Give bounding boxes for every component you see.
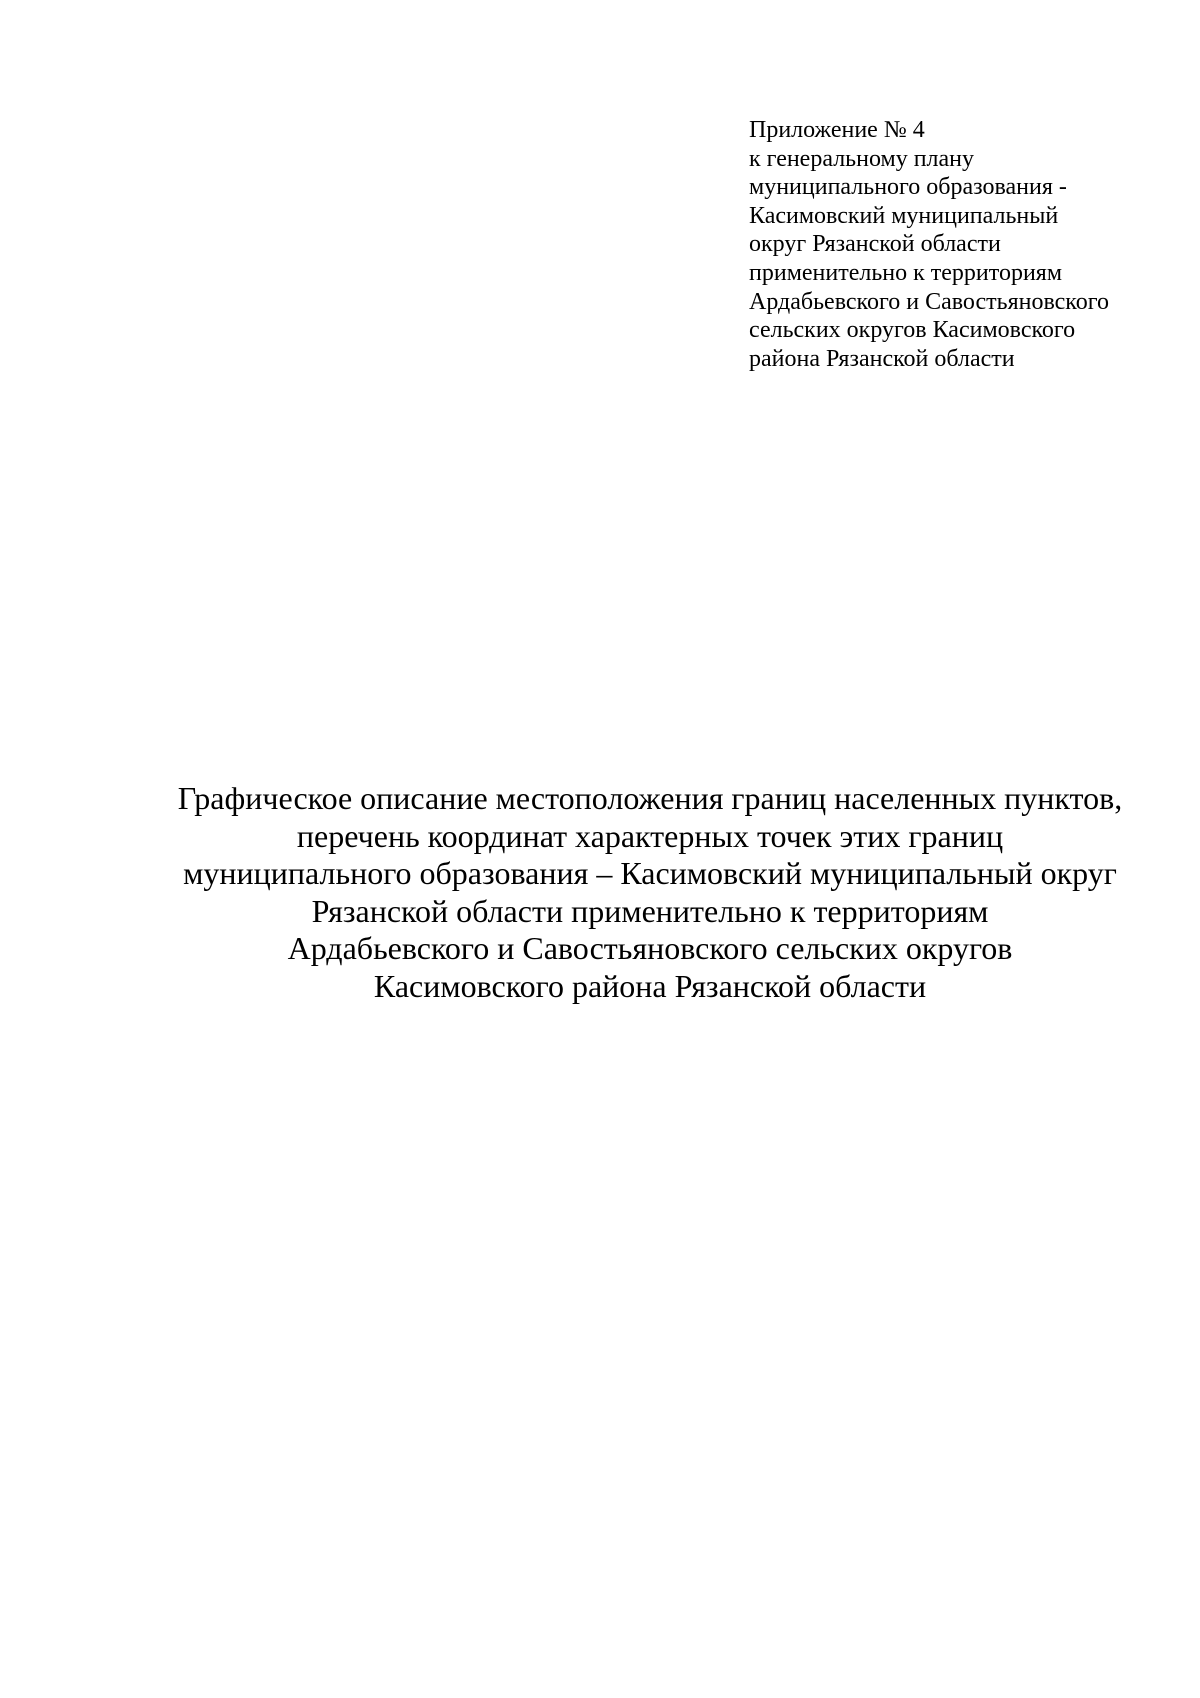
title-line: Рязанской области применительно к территориям [311, 892, 989, 929]
appendix-line: Касимовский муниципальный [749, 202, 1059, 229]
appendix-line: применительно к территориям [749, 259, 1063, 286]
appendix-line: муниципального образования - [749, 174, 1067, 201]
title-line: Ардабьевского и Савостьяновского сельских округов [287, 930, 1013, 967]
appendix-line: Ардабьевского и Савостьяновского [749, 288, 1109, 315]
title-line: Касимовского района Рязанской области [373, 967, 927, 1004]
appendix-line: округ Рязанской области [749, 231, 1001, 258]
document-title [100, 780, 1200, 1006]
title-line: муниципального образования – Касимовский муниципальный округ [183, 855, 1117, 892]
appendix-line: к генеральному плану [749, 145, 975, 172]
appendix-line: Приложение № 4 [749, 117, 925, 143]
title-line: Графическое описание местоположения границ населенных пунктов, [177, 780, 1123, 816]
title-line: перечень координат характерных точек этих границ [296, 817, 1004, 854]
appendix-reference [749, 116, 1169, 373]
appendix-line: района Рязанской области [749, 345, 1015, 372]
appendix-line: сельских округов Касимовского [749, 317, 1076, 344]
